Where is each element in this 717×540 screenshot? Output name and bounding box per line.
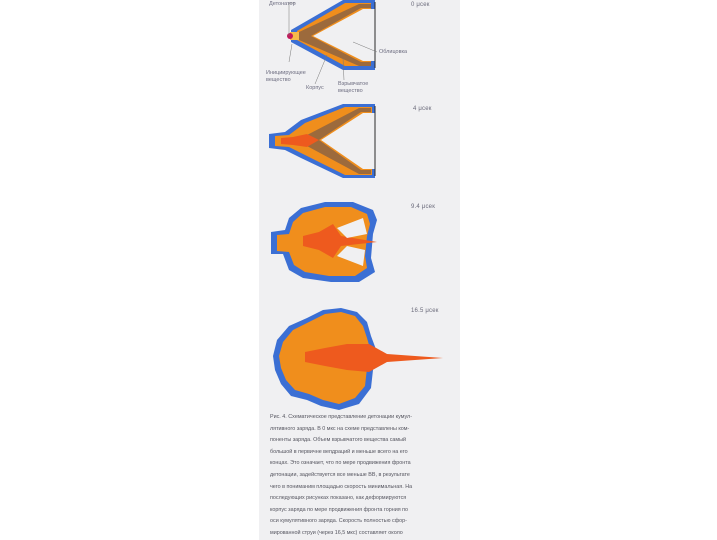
caption-line: мированной струи (через 16,5 мкс) составляет около [270,529,403,536]
liner-label: Облицовка [379,49,408,55]
caption-line: концах. Это означает, что по мере продвижения фронта [270,460,411,467]
book-page [259,0,460,540]
caption-line: детонации, задействуется все меньше ВВ, в результате [270,471,410,478]
caption-line: Рис. 4. Схематическое представление детонации кумул- [270,414,412,420]
diagram-panel-9 [259,198,460,298]
figure-caption [270,412,456,540]
time-label: 4 μсек [413,106,432,112]
charge-diagram-16 [259,300,460,410]
caption-line: поненты заряда. Объем взрывчатого вещества самый [270,437,406,444]
detonator-label: Детонатор [269,1,296,7]
diagram-panel-4 [259,100,460,190]
charge-diagram-4 [259,100,460,190]
charge-diagram-9 [259,198,460,298]
initiating-label-1: Инициирующее [266,70,306,76]
caption-line: последующих рисунках показано, как деформируются [270,495,407,502]
time-label: 9.4 μсек [411,204,436,210]
diagram-panel-0 [259,0,460,105]
casing-label: Корпус [306,85,324,91]
caption-line: большой в первичне вепдраций и меньше всего на его [270,448,408,455]
explosive-label-1: Взрывчатое [338,81,369,87]
detonator-dot [287,33,293,39]
diagram-panel-16 [259,300,460,410]
caption-line: оси кумулятивного заряда. Скорость полностью сфор- [270,518,407,525]
caption-line: корпус заряда по мере продвижения фронта горния по [270,506,409,513]
initiating-label-2: вещество [266,77,291,83]
time-label: 16.5 μсек [411,308,439,314]
caption-line: лятивного заряда. В 0 мкс на схеме представлены ком- [270,425,410,432]
explosive-label-2: вещество [338,88,363,94]
caption-line: чего в пониманим площадью скорость минимальная. На [270,483,413,490]
time-label: 0 μсек [411,2,430,8]
